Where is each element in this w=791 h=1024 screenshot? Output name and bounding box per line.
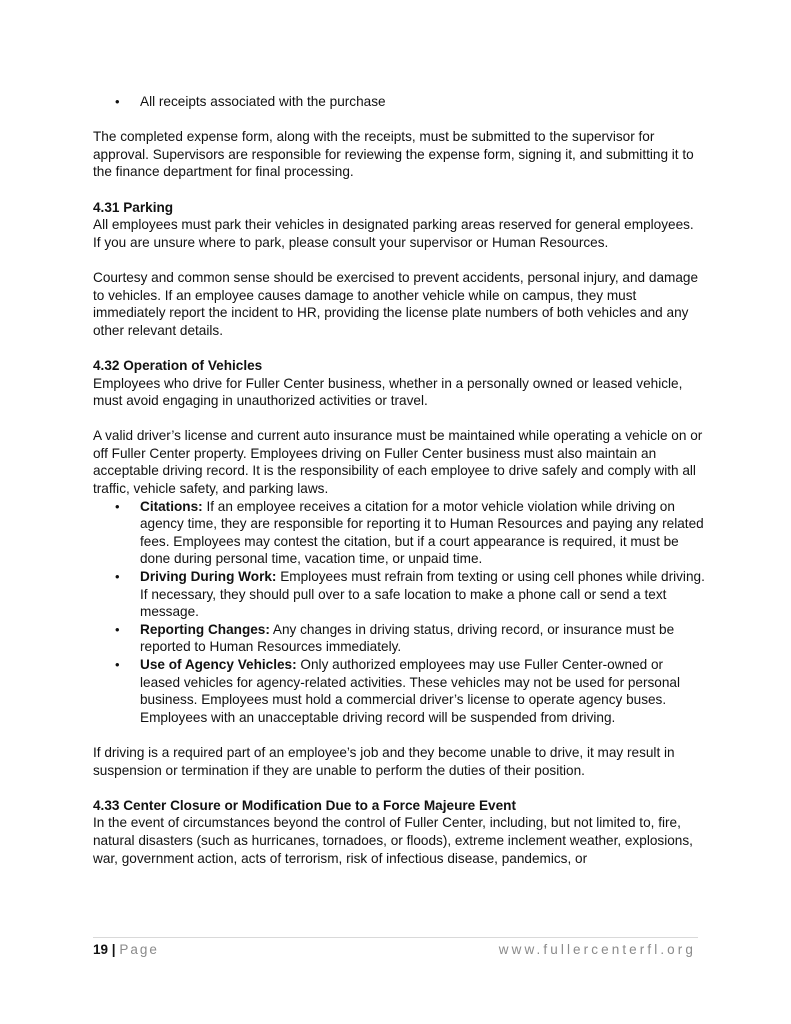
- bullet-text: Only authorized employees may use Fuller Center-owned or leased vehicles for agency-related activities. These vehicles may not be used for personal business. Employees must hold a commercial driver’s license to operate agency buses. Employees with an unacceptable driving record will be suspended from driving.: [140, 657, 681, 725]
- bullet-label: Reporting Changes:: [140, 621, 270, 637]
- bullet-text: If an employee receives a citation for a motor vehicle violation while driving on agency time, they are responsible for reporting it to Human Resources and paying any related fees. Employees may contest the citation, but if a court appearance is required, it must be done during personal time, vacation time, or unpaid time.: [140, 498, 704, 567]
- footer-divider: [93, 937, 698, 938]
- bullet-text: Employees must refrain from texting or using cell phones while driving. If necessary, they should pull over to a safe location to make a phone call or send a text message.: [140, 569, 705, 620]
- section-heading-vehicles: 4.32 Operation of Vehicles: [93, 357, 263, 373]
- vehicles-paragraph-3: If driving is a required part of an employee’s job and they become unable to drive, it may result in suspension or termination if they are unable to perform the duties of their position.: [93, 744, 675, 778]
- page-number: 19: [93, 942, 109, 957]
- receipts-list: [93, 93, 705, 111]
- vehicles-paragraph-2: A valid driver’s license and current auto insurance must be maintained while operating a vehicle on or off Fuller Center property. Employees driving on Fuller Center business must also maintain an acceptable driving record. It is the responsibility of each employee to drive safely and comply with all traffic, vehicle safety, and parking laws.: [93, 428, 703, 497]
- footer-page-number: [93, 941, 159, 959]
- force-majeure-paragraph-1: In the event of circumstances beyond the control of Fuller Center, including, but not limited to, fire, natural disasters (such as hurricanes, tornadoes, or floods), extreme inclement weather, explosions, war, government action, acts of terrorism, risk of infectious disease, pandemics, or: [93, 815, 693, 866]
- page-content: [93, 93, 705, 867]
- section-heading-parking: 4.31 Parking: [93, 199, 174, 215]
- list-item: • All receipts associated with the purchase: [93, 93, 705, 111]
- parking-paragraph-2: Courtesy and common sense should be exercised to prevent accidents, personal injury, and damage to vehicles. If an employee causes damage to another vehicle while on campus, they must immediately report the incident to HR, providing the license plate numbers of both vehicles and any other relevant details.: [93, 269, 699, 338]
- list-item-driving-during-work: [93, 568, 705, 621]
- list-item-agency-vehicles: [93, 656, 705, 726]
- bullet-label: Citations:: [140, 498, 203, 514]
- page-separator: |: [108, 942, 120, 957]
- expense-paragraph: The completed expense form, along with the receipts, must be submitted to the supervisor for approval. Supervisors are responsible for reviewing the expense form, signing it, and submitting it to the finance department for final processing.: [93, 129, 694, 180]
- bullet-label: Driving During Work:: [140, 569, 277, 585]
- page-label: Page: [119, 942, 159, 957]
- footer-website: www.fullercenterfl.org: [498, 942, 696, 957]
- bullet-text: Any changes in driving status, driving record, or insurance must be reported to Human Resources immediately.: [140, 621, 675, 655]
- list-item-reporting-changes: [93, 621, 705, 656]
- list-item-citations: [93, 498, 705, 568]
- bullet-label: Use of Agency Vehicles:: [140, 657, 297, 672]
- vehicle-rules-list: [93, 498, 705, 727]
- section-heading-force-majeure: 4.33 Center Closure or Modification Due to a Force Majeure Event: [93, 797, 517, 813]
- vehicles-paragraph-1: Employees who drive for Fuller Center business, whether in a personally owned or leased vehicle, must avoid engaging in unauthorized activities or travel.: [93, 375, 683, 409]
- parking-paragraph-1: All employees must park their vehicles in designated parking areas reserved for general employees. If you are unsure where to park, please consult your supervisor or Human Resources.: [93, 217, 694, 250]
